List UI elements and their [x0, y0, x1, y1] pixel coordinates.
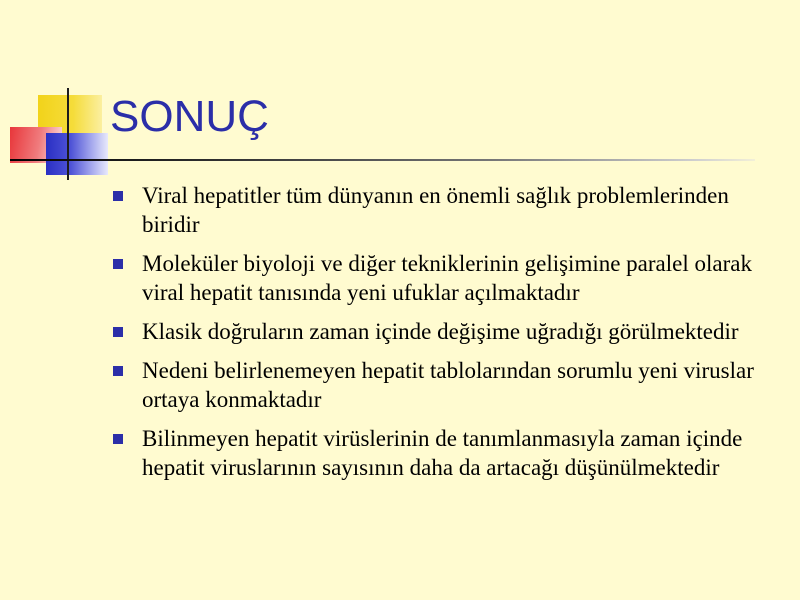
bullet-item [110, 249, 780, 307]
square-bullet-icon [113, 366, 123, 376]
bullet-text: Nedeni belirlenemeyen hepatit tablolarından sorumlu yeni viruslar ortaya konmaktadır [142, 358, 754, 412]
title-underline [10, 159, 755, 161]
bullet-item [110, 424, 780, 482]
bullet-list [110, 181, 780, 492]
bullet-text: Bilinmeyen hepatit virüslerinin de tanımlanmasıyla zaman içinde hepatit viruslarının sayısının daha da artacağı düşünülmektedir [142, 426, 743, 480]
bullet-item [110, 317, 780, 346]
blue-square-decoration [46, 133, 108, 175]
bullet-text: Moleküler biyoloji ve diğer tekniklerinin gelişimine paralel olarak viral hepatit tanısında yeni ufuklar açılmaktadır [142, 251, 752, 305]
vertical-divider-line [67, 88, 69, 180]
square-bullet-icon [113, 434, 123, 444]
bullet-item [110, 181, 780, 239]
slide-title: SONUÇ [110, 92, 269, 141]
bullet-item [110, 356, 780, 414]
square-bullet-icon [113, 327, 123, 337]
square-bullet-icon [113, 191, 123, 201]
square-bullet-icon [113, 259, 123, 269]
bullet-text: Viral hepatitler tüm dünyanın en önemli sağlık problemlerinden biridir [142, 183, 729, 237]
bullet-text: Klasik doğruların zaman içinde değişime uğradığı görülmektedir [142, 319, 739, 344]
